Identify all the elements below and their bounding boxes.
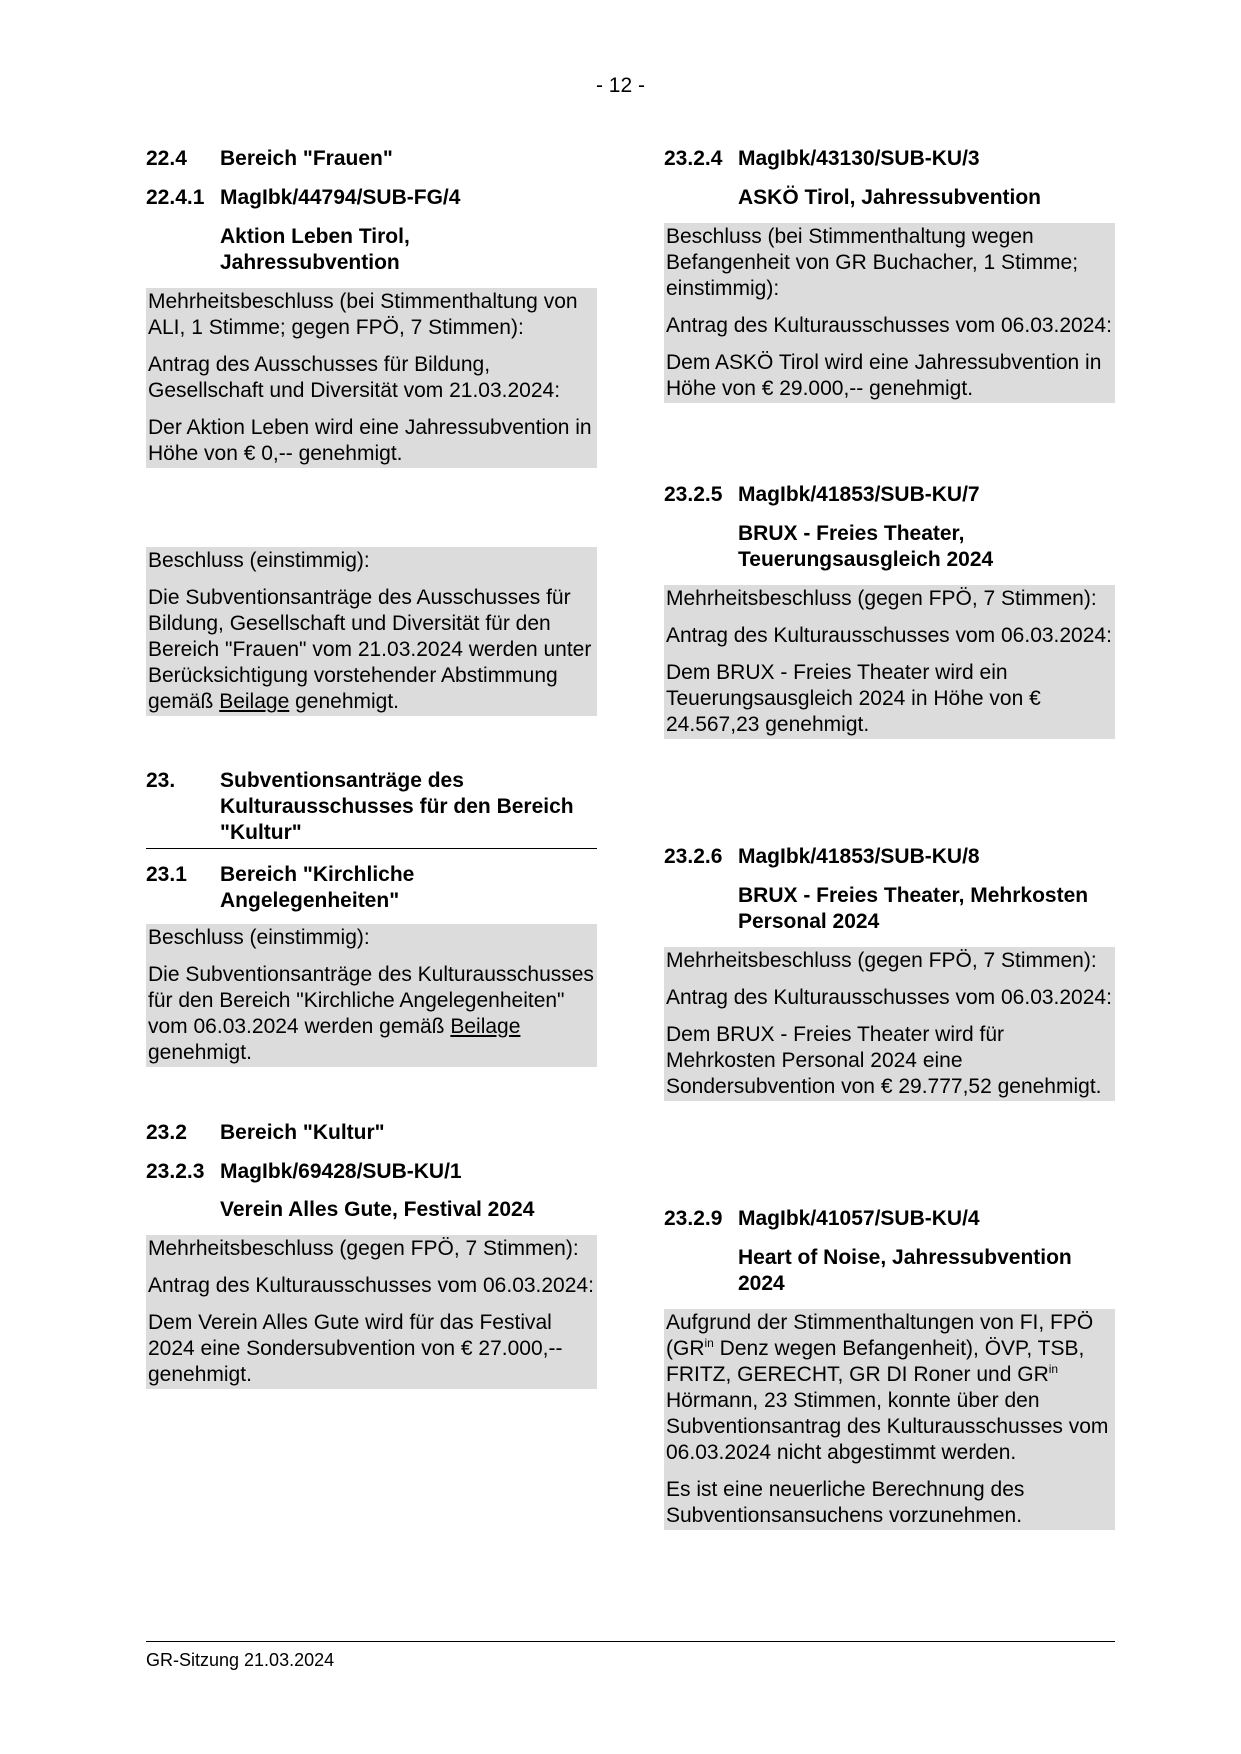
heading-23 [146,768,597,846]
motion-text: Antrag des Kulturausschusses vom 06.03.2024: [666,624,1112,647]
section-divider [146,848,597,849]
motion-text: Antrag des Kulturausschusses vom 06.03.2024: [666,314,1112,337]
heading-23-2-3-title [146,1197,597,1223]
vote-result: Mehrheitsbeschluss (gegen FPÖ, 7 Stimmen): [666,587,1097,610]
section-title: Bereich "Kirchliche Angelegenheiten" [220,863,415,912]
reference-number: MagIbk/41057/SUB-KU/4 [738,1207,980,1230]
section-number: 23.2.4 [664,147,723,170]
heading-23-2-5 [664,482,1115,508]
decision-text: Die Subventionsanträge des Kulturausschusses für den Bereich "Kirchliche Angelegenheiten" vom 06.03.2024 werden gemäß Beilage genehmigt. [148,963,594,1064]
resolution-block-brux-personal [664,947,1115,1101]
heading-23-2-3 [146,1159,597,1185]
decision-text: Dem ASKÖ Tirol wird eine Jahressubvention in Höhe von € 29.000,-- genehmigt. [666,351,1102,400]
page-number: - 12 - [595,74,645,97]
item-title: BRUX - Freies Theater, Mehrkosten Personal 2024 [738,884,1089,933]
vote-result: Aufgrund der Stimmenthaltungen von FI, FPÖ ($GR^{in}$ Denz wegen Befangenheit), ÖVP, TSB, FRITZ, GERECHT, GR DI Roner und $GR^{in}$ Hörmann, 23 Stimmen, konnte über den Subventionsantrag des Kulturausschusses vom 06.03.2024 nicht abgestimmt werden. [666,1311,1109,1464]
section-number: 22.4 [146,147,187,170]
section-number: 23.2.3 [146,1160,205,1183]
motion-text: Antrag des Kulturausschusses vom 06.03.2024: [666,986,1112,1009]
footer-divider [146,1641,1115,1642]
resolution-block-askoe [664,223,1115,403]
heading-22-4-1 [146,185,597,211]
decision-text: Es ist eine neuerliche Berechnung des Subventionsansuchens vorzunehmen. [666,1478,1025,1527]
beilage-link[interactable]: Beilage [450,1015,521,1038]
heading-23-2-4 [664,146,1115,172]
vote-result: Beschluss (einstimmig): [148,549,370,572]
heading-23-2 [146,1120,597,1146]
item-title: BRUX - Freies Theater, Teuerungsausgleich 2024 [738,522,994,571]
section-number: 23.2.6 [664,845,723,868]
decision-text: Dem BRUX - Freies Theater wird ein Teuerungsausgleich 2024 in Höhe von € 24.567,23 genehmigt. [666,661,1041,736]
heading-23-2-9 [664,1206,1115,1232]
section-number: 23.2.9 [664,1207,723,1230]
heading-23-2-6 [664,844,1115,870]
vote-result: Beschluss (einstimmig): [148,926,370,949]
section-number: 22.4.1 [146,186,205,209]
section-number: 23. [146,769,176,792]
item-title: Heart of Noise, Jahressubvention 2024 [738,1246,1072,1295]
heading-22-4-1-title [146,224,597,276]
section-number: 23.1 [146,863,187,886]
section-number: 23.2 [146,1121,187,1144]
item-title: Aktion Leben Tirol, Jahressubvention [220,225,410,274]
decision-text: Die Subventionsanträge des Ausschusses für Bildung, Gesellschaft und Diversität für den Bereich "Frauen" vom 21.03.2024 werden unter Berücksichtigung vorstehender Abstimmung gemäß Beilage genehmigt. [148,586,592,713]
heading-23-2-4-title [664,185,1115,211]
reference-number: MagIbk/43130/SUB-KU/3 [738,147,980,170]
resolution-block-frauen [146,547,597,716]
reference-number: MagIbk/41853/SUB-KU/7 [738,483,980,506]
reference-number: MagIbk/69428/SUB-KU/1 [220,1160,462,1183]
decision-text: Dem Verein Alles Gute wird für das Festival 2024 eine Sondersubvention von € 27.000,-- genehmigt. [148,1311,563,1386]
heading-22-4 [146,146,597,172]
heading-23-2-9-title [664,1245,1115,1297]
motion-text: Antrag des Kulturausschusses vom 06.03.2024: [148,1274,594,1297]
heading-23-2-5-title [664,521,1115,573]
heading-23-1 [146,862,597,914]
decision-text: Der Aktion Leben wird eine Jahressubvention in Höhe von € 0,-- genehmigt. [148,416,592,465]
resolution-block-heart-of-noise [664,1309,1115,1530]
resolution-block-aktion-leben [146,288,597,468]
resolution-block-alles-gute [146,1235,597,1389]
section-title: Bereich "Kultur" [220,1121,385,1144]
decision-text: Dem BRUX - Freies Theater wird für Mehrkosten Personal 2024 eine Sondersubvention von € 29.777,52 genehmigt. [666,1023,1102,1098]
vote-result: Mehrheitsbeschluss (gegen FPÖ, 7 Stimmen): [666,949,1097,972]
vote-result: Mehrheitsbeschluss (bei Stimmenthaltung von ALI, 1 Stimme; gegen FPÖ, 7 Stimmen): [148,290,578,339]
resolution-block-kirchliche [146,924,597,1067]
item-title: ASKÖ Tirol, Jahressubvention [738,186,1042,209]
resolution-block-brux-teuerung [664,585,1115,739]
reference-number: MagIbk/44794/SUB-FG/4 [220,186,461,209]
heading-23-2-6-title [664,883,1115,935]
footer-session-date: GR-Sitzung 21.03.2024 [146,1650,335,1670]
item-title: Verein Alles Gute, Festival 2024 [220,1198,535,1221]
vote-result: Beschluss (bei Stimmenthaltung wegen Befangenheit von GR Buchacher, 1 Stimme; einstimmig): [666,225,1079,300]
vote-result: Mehrheitsbeschluss (gegen FPÖ, 7 Stimmen): [148,1237,579,1260]
section-title: Bereich "Frauen" [220,147,393,170]
reference-number: MagIbk/41853/SUB-KU/8 [738,845,980,868]
section-title: Subventionsanträge des Kulturausschusses für den Bereich "Kultur" [220,769,574,844]
motion-text: Antrag des Ausschusses für Bildung, Gesellschaft und Diversität vom 21.03.2024: [148,353,561,402]
beilage-link[interactable]: Beilage [219,690,290,713]
section-number: 23.2.5 [664,483,723,506]
